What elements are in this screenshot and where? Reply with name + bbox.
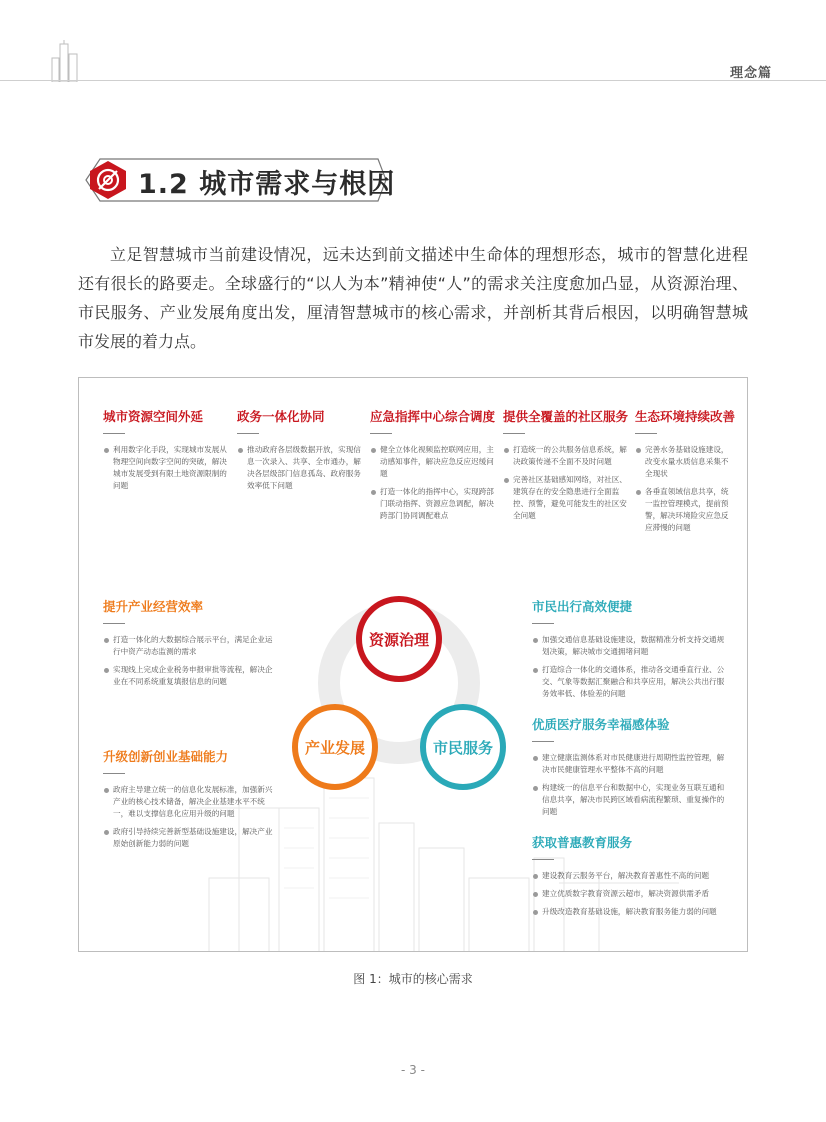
need-bullet: 建立健康监测体系对市民健康进行周期性监控管理，解决市民健康管理水平整体不高的问题: [532, 752, 727, 776]
page-number: - 3 -: [401, 1063, 425, 1077]
need-bullet: 政府引导持续完善新型基础设施建设，解决产业原始创新能力弱的问题: [103, 826, 278, 850]
citizen-service-circle: 市民服务: [420, 704, 506, 790]
need-bullet: 加强交通信息基础设施建设，数据精准分析支持交通规划决策，解决城市交通拥堵问题: [532, 634, 727, 658]
industry-development-circle: 产业发展: [292, 704, 378, 790]
need-title: 城市资源空间外延: [103, 409, 204, 424]
need-bullet: 政府主导建立统一的信息化发展标准，加强新兴产业的核心技术储备，解决企业基建水平不统一，难以支撑信息化应用升级的问题: [103, 784, 278, 820]
citizen-block-1: [532, 599, 727, 706]
divider: [103, 773, 125, 774]
divider: [532, 623, 554, 624]
need-column-5: [635, 409, 735, 540]
citizen-block-3: [532, 835, 737, 924]
industry-block-2: [103, 749, 278, 856]
need-column-4: [503, 409, 631, 528]
header-rule: [0, 80, 826, 81]
need-title: 应急指挥中心综合调度: [370, 409, 496, 424]
intro-paragraph: 立足智慧城市当前建设情况，远未达到前文描述中生命体的理想形态，城市的智慧化进程还有很长的路要走。全球盛行的“以人为本”精神使“人”的需求关注度愈加凸显，从资源治理、市民服务、产业发展角度出发，厘清智慧城市的核心需求，并剖析其背后根因，以明确智慧城市发展的着力点。: [78, 245, 748, 351]
need-title: 政务一体化协同: [237, 409, 325, 424]
need-bullet: 构建统一的信息平台和数据中心，实现业务互联互通和信息共享，解决市民跨区域看病流程繁琐、重复操作的问题: [532, 782, 727, 818]
divider: [370, 433, 392, 434]
need-title: 获取普惠教育服务: [532, 835, 633, 850]
need-bullet: 建设教育云服务平台，解决教育普惠性不高的问题: [532, 870, 737, 882]
industry-block-1: [103, 599, 278, 694]
need-title: 提升产业经营效率: [103, 599, 204, 614]
divider: [237, 433, 259, 434]
need-column-2: [237, 409, 365, 498]
divider: [532, 859, 554, 860]
need-title: 优质医疗服务幸福感体验: [532, 717, 670, 732]
citizen-block-2: [532, 717, 727, 824]
divider: [103, 433, 125, 434]
need-bullet: 利用数字化手段，实现城市发展从物理空间向数字空间的突破，解决城市发展受到有限土地资源限制的问题: [103, 444, 231, 492]
need-title: 提供全覆盖的社区服务: [503, 409, 629, 424]
need-title: 生态环境持续改善: [635, 409, 736, 424]
core-needs-figure: [78, 377, 748, 952]
need-column-1: [103, 409, 231, 498]
need-bullet: 实现线上完成企业税务申报审批等流程，解决企业在不同系统重复填报信息的问题: [103, 664, 278, 688]
need-title: 升级创新创业基础能力: [103, 749, 229, 764]
need-bullet: 升级改造教育基础设施，解决教育服务能力弱的问题: [532, 906, 737, 918]
need-bullet: 完善水务基础设施建设，改变水量水质信息采集不全现状: [635, 444, 735, 480]
section-heading: [78, 155, 396, 205]
need-bullet: 打造一体化的大数据综合展示平台，满足企业运行中资产动态监测的需求: [103, 634, 278, 658]
need-bullet: 推动政府各层级数据开放，实现信息一次录入、共享、全市通办，解决各层级部门信息孤岛、政府服务效率低下问题: [237, 444, 365, 492]
divider: [503, 433, 525, 434]
need-bullet: 打造统一的公共服务信息系统，解决政策传递不全面不及时问题: [503, 444, 631, 468]
need-title: 市民出行高效便捷: [532, 599, 633, 614]
divider: [635, 433, 657, 434]
resource-governance-circle: 资源治理: [356, 596, 442, 682]
need-bullet: 各垂直领域信息共享，统一监控管理模式，提前预警，解决环境险灾应急反应滞慢的问题: [635, 486, 735, 534]
need-bullet: 打造一体化的指挥中心，实现跨部门联动指挥、资源应急调配，解决跨部门协同调配难点: [370, 486, 498, 522]
divider: [532, 741, 554, 742]
target-badge-icon: [88, 160, 128, 200]
building-logo-icon: [50, 40, 80, 82]
divider: [103, 623, 125, 624]
need-bullet: 建立优质数字教育资源云超市，解决资源供需矛盾: [532, 888, 737, 900]
need-column-3: [370, 409, 498, 528]
need-bullet: 完善社区基础感知网络，对社区、建筑存在的安全隐患进行全面监控、预警，避免可能发生的社区安全问题: [503, 474, 631, 522]
section-title: 1.2 城市需求与根因: [138, 169, 396, 200]
section-label: 理念篇: [729, 66, 772, 81]
need-bullet: 打造综合一体化的交通体系，推动各交通垂直行业、公交、气象等数据汇聚融合和共享应用，解决公共出行服务效率低、体验差的问题: [532, 664, 727, 700]
need-bullet: 健全立体化视频监控联网应用，主动感知事件，解决应急反应迟缓问题: [370, 444, 498, 480]
figure-caption: 图 1：城市的核心需求: [353, 972, 473, 986]
